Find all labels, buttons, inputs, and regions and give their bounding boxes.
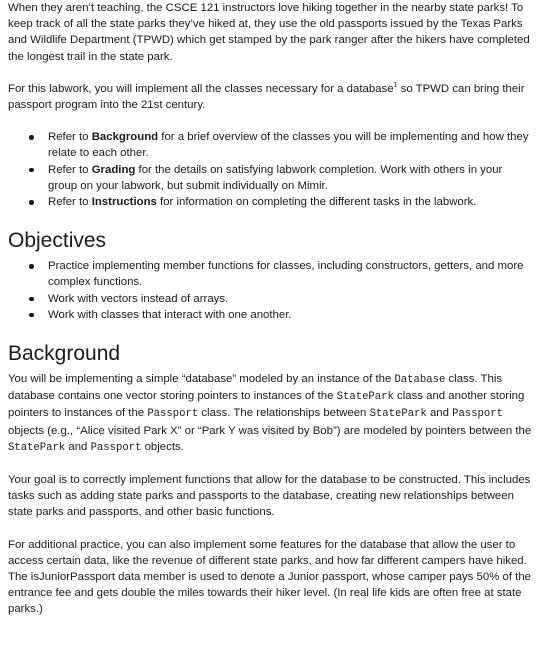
code-class-name: Passport <box>147 408 199 421</box>
list-item: Work with vectors instead of arrays. <box>48 291 532 307</box>
section-reference: Instructions <box>91 196 157 209</box>
list-item: Practice implementing member functions for classes, including constructors, getters, and more complex functions. <box>48 258 532 290</box>
intro-paragraph-1: When they aren’t teaching, the CSCE 121 instructors love hiking together in the nearby state parks! To keep track of all the state parks they’ve hiked at, they use the old passports issued by the Texas Parks and Wildlife Department (TPWD) which get stamped by the park ranger after the hikers have completed the longest trail in the state park. <box>8 2 530 63</box>
list-text: for information on completing the different tasks in the labwork. <box>156 196 477 209</box>
list-item <box>48 129 532 161</box>
background-paragraph-1 <box>8 371 532 456</box>
code-class-name: Passport <box>90 441 142 454</box>
list-text: Refer to <box>48 196 92 209</box>
list-item: Work with classes that interact with one another. <box>48 307 532 323</box>
section-reference: Grading <box>91 163 136 176</box>
code-class-name: StatePark <box>8 441 66 454</box>
body-text: class. The relationships between <box>198 407 370 420</box>
intro-text: so TPWD can bring their passport program into the 21st century. <box>8 82 525 112</box>
code-class-name: Passport <box>452 408 503 421</box>
list-text: Refer to <box>48 163 92 176</box>
list-text: for a brief overview of the classes you will be implementing and how they relate to each other. <box>48 131 529 160</box>
list-text: for the details on satisfying labwork completion. Work with others in your group on your labwork, but submit individually on Mimir. <box>48 163 503 192</box>
body-text: and <box>426 407 453 420</box>
list-text: Refer to <box>48 131 92 144</box>
background-paragraph-2: Your goal is to correctly implement functions that allow for the database to be constructed. This includes tasks such as adding state parks and passports to the database, creating new relationships between state parks and passports, and other basic functions. <box>8 474 531 519</box>
background-heading: Background <box>8 342 121 366</box>
footnote-marker[interactable]: 1 <box>393 82 398 90</box>
objectives-list <box>8 258 532 323</box>
code-class-name: StatePark <box>336 391 394 404</box>
objectives-heading: Objectives <box>8 229 107 253</box>
intro-paragraph-2 <box>8 81 532 113</box>
section-reference: Background <box>91 131 159 144</box>
list-item <box>48 162 532 194</box>
body-text: and <box>65 440 91 453</box>
intro-text: For this labwork, you will implement all the classes necessary for a database <box>8 82 394 95</box>
intro-bullet-list <box>8 129 532 210</box>
background-paragraph-3: For additional practice, you can also implement some features for the database that allow the user to access certain data, like the revenue of different state parks, and how far different campers have hiked. The isJuniorPassport data member is used to denote a Junior passport, whose camper pays 50% of the entrance fee and gets double the miles towards their hiker level. (In real life kids are often free at state parks.) <box>8 538 531 616</box>
body-text: class. This database contains one vector storing pointers to instances of the <box>8 373 503 403</box>
code-class-name: StatePark <box>369 408 427 421</box>
body-text: class and another storing pointers to instances of the <box>8 390 525 420</box>
body-text: You will be implementing a simple “database” modeled by an instance of the <box>8 373 395 386</box>
code-class-name: Database <box>394 374 446 387</box>
list-item <box>48 194 532 210</box>
body-text: objects. <box>141 440 184 453</box>
body-text: objects (e.g., “Alice visited Park X” or “Park Y was visited by Bob”) are modeled by pointers between the <box>8 424 532 437</box>
